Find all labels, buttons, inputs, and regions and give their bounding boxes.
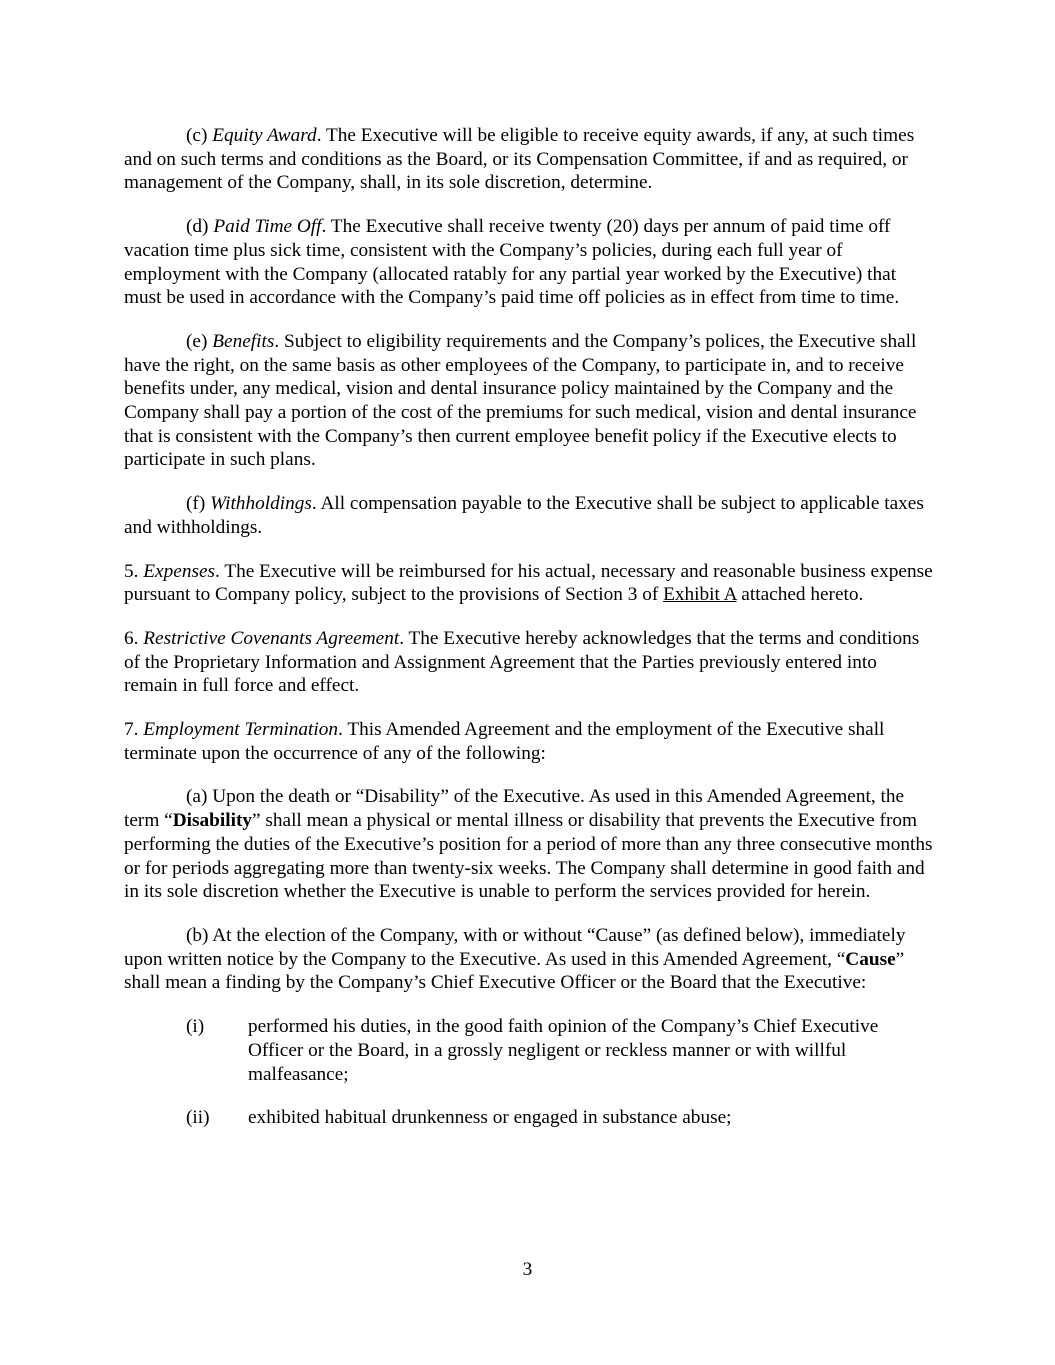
list-item-text: exhibited habitual drunkenness or engaged in substance abuse; [248, 1107, 732, 1129]
paragraph-benefits: (e) Benefits. Subject to eligibility requirements and the Company’s polices, the Executive shall have the right, on the same basis as other employees of the Company, to participate in, and to receive benefits under, any medical, vision and dental insurance policy maintained by the Company and the Company shall pay a portion of the cost of the premiums for such medical, vision and dental insurance that is consistent with the Company’s then current employee benefit policy if the Executive elects to participate in such plans. [124, 330, 917, 471]
heading-employment-termination: Employment Termination [143, 719, 339, 741]
page-number: 3 [522, 1259, 533, 1280]
term-cause: Cause [845, 948, 896, 970]
paragraph-paid-time-off: (d) Paid Time Off. The Executive shall receive twenty (20) days per annum of paid time off vacation time plus sick time, consistent with the Company’s policies, during each full year of employment with the Company (allocated ratably for any partial year worked by the Executive) that must be used in accordance with the Company’s paid time off policies as in effect from time to time. [124, 216, 900, 309]
heading-benefits: Benefits [212, 330, 275, 352]
list-item-text: performed his duties, in the good faith opinion of the Company’s Chief Executive Officer or the Board, in a grossly negligent or reckless manner or with willful malfeasance; [248, 1016, 879, 1085]
section-5-expenses: 5. Expenses. The Executive will be reimbursed for his actual, necessary and reasonable business expense pursuant to Company policy, subject to the provisions of Section 3 of Exhibit A attached hereto. [124, 560, 933, 606]
list-item [124, 1106, 934, 1130]
heading-restrictive-covenants: Restrictive Covenants Agreement [143, 627, 400, 649]
list-item [124, 1015, 934, 1086]
exhibit-a-reference: Exhibit A [663, 584, 737, 606]
section-7-employment-termination: 7. Employment Termination. This Amended Agreement and the employment of the Executive shall terminate upon the occurrence of any of the following: [124, 719, 885, 764]
paragraph-equity-award: (c) Equity Award. The Executive will be eligible to receive equity awards, if any, at such times and on such terms and conditions as the Board, or its Compensation Committee, if and as required, or management of the Company, shall, in its sole discretion, determine. [124, 125, 915, 194]
heading-withholdings: Withholdings [210, 493, 312, 515]
section-6-restrictive-covenants: 6. Restrictive Covenants Agreement. The Executive hereby acknowledges that the terms and conditions of the Proprietary Information and Assignment Agreement that the Parties previously entered into remain in full force and effect. [124, 627, 920, 697]
term-disability: Disability [172, 810, 252, 832]
heading-paid-time-off: Paid Time Off [213, 216, 322, 238]
paragraph-withholdings: (f) Withholdings. All compensation payable to the Executive shall be subject to applicable taxes and withholdings. [124, 493, 924, 538]
heading-expenses: Expenses [143, 560, 216, 582]
heading-equity-award: Equity Award [212, 125, 317, 146]
list-item-number: (i) [186, 1016, 205, 1038]
paragraph-cause: (b) At the election of the Company, with or without “Cause” (as defined below), immediately upon written notice by the Company to the Executive. As used in this Amended Agreement, “Cause” shall mean a finding by the Company’s Chief Executive Officer or the Board that the Executive: [124, 924, 906, 994]
document-page [124, 124, 934, 1150]
paragraph-disability: (a) Upon the death or “Disability” of the Executive. As used in this Amended Agreement, the term “Disability” shall mean a physical or mental illness or disability that prevents the Executive from performing the duties of the Executive’s position for a period of more than any three consecutive months or for periods aggregating more than twenty-six weeks. The Company shall determine in good faith and in its sole discretion whether the Executive is unable to perform the services provided for herein. [124, 786, 933, 903]
list-item-number: (ii) [186, 1107, 210, 1129]
